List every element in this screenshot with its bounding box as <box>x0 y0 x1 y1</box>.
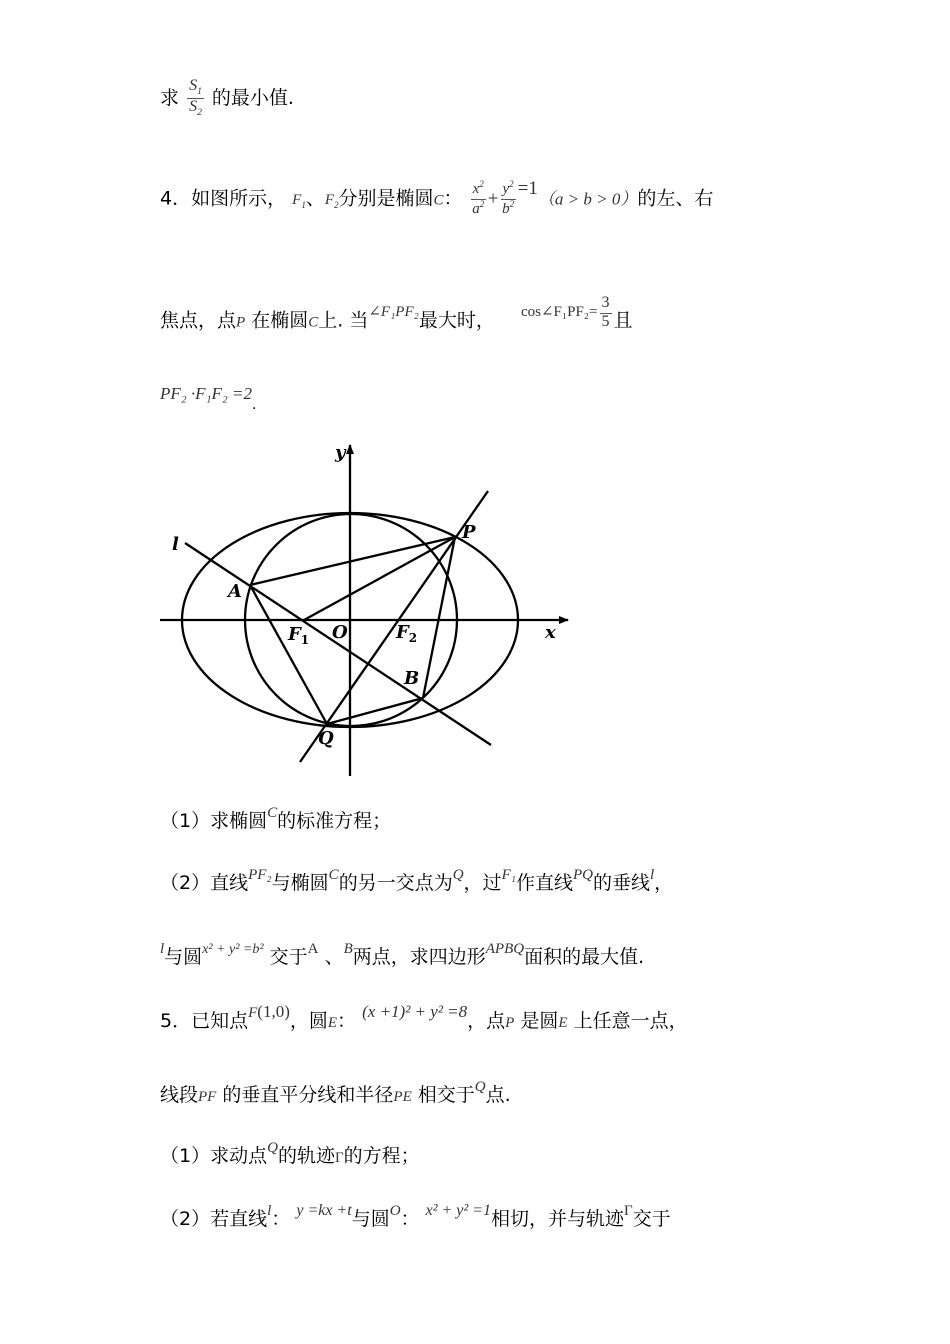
label-l: l <box>172 534 179 555</box>
problem4-part1: （1）求椭圆$^C$的标准方程； <box>160 805 392 832</box>
problem5-line2: 线段PF 的垂直平分线和半径PE 相交于$^Q$点. <box>160 1079 511 1106</box>
label-x: x <box>545 622 556 643</box>
focus-f2: $F_2$ <box>324 192 339 211</box>
ellipse-equation-x-term: $\frac{x^2}{a^2}$ <box>472 179 485 217</box>
angle-f1pf2: ∠F₁PF₂ <box>368 304 419 321</box>
problem4-line3: $PF_2 \cdot F_1F_2 =2_.$ <box>160 384 257 413</box>
problem4-line2: 焦点，点P 在椭圆C上. 当$^{\angle F_1PF_2}$最大时， $^{cos\angle F_1PF_2=}$ $\frac{3}{5}$ 且 <box>160 294 633 332</box>
cosine-value-fraction: $\frac{3}{5}$ <box>601 294 610 330</box>
carryover-prefix: 求 <box>160 86 180 109</box>
label-b: B <box>404 668 420 689</box>
label-y: y <box>335 442 346 463</box>
ellipse-name: C <box>433 192 444 209</box>
line-pq <box>300 491 488 762</box>
segment-ap <box>250 537 455 585</box>
cosine-expression: cos∠F₁PF₂ <box>520 304 590 321</box>
label-a: A <box>228 581 242 602</box>
segment-qa <box>250 585 327 724</box>
circle-e-equation: (x +1)² + y² =8 <box>362 1002 468 1021</box>
label-o: O <box>332 622 348 643</box>
problem5-part2: （2）若直线$^l$： $^{y =kx +t}$与圆$^O$： $^{x^2 + y^2 =1}$相切，并与轨迹$^\Gamma$交于 <box>160 1202 671 1230</box>
problem4-number: 4． <box>160 187 192 210</box>
ellipse-condition: （a > b > 0） <box>537 189 638 209</box>
segment-pf1 <box>304 537 455 620</box>
label-f2: $F_2$ <box>396 622 418 645</box>
label-f1: $F_1$ <box>288 624 310 647</box>
label-q: Q <box>318 728 334 749</box>
problem4-line1: 4．如图所示， $F_1$、$F_2$分别是椭圆C： $\frac{x^2}{a^2}$ + $\frac{y^2}{b^2}$ =1（a > b > 0）的左、右 <box>160 178 714 217</box>
problem4-part2-line2: $^l$与圆$^{x^2 + y^2 =b^2}$ 交于$^A$ 、$^B$两点，求四边形$^{APBQ}$面积的最大值. <box>160 941 645 968</box>
focus-f1: $F_1$ <box>292 192 306 211</box>
carryover-suffix: 的最小值. <box>211 86 294 109</box>
dot-product-condition: PF₂ ·F₁F₂ =2 <box>160 384 252 403</box>
ellipse-equation-y-term: $\frac{y^2}{b^2}$ <box>502 179 515 217</box>
problem4-part2-line1: （2）直线$^{PF_2}$与椭圆$^C$的另一交点为$^Q$，过$^{F_1}$作直线$^{PQ}$的垂线$^l$， <box>160 867 674 894</box>
label-p: P <box>462 522 476 543</box>
problem5-part1: （1）求动点$^Q$的轨迹Γ的方程； <box>160 1140 420 1167</box>
ellipse-equation-rhs: =1 <box>517 178 538 200</box>
s1-over-s2-fraction: $\frac{S_1}{S_2}$ <box>189 77 202 119</box>
problem5-line1: 5．已知点$^F$(1,0)，圆E： (x +1)² + y² =8，点P 是圆E 上任意一点， <box>160 1002 688 1032</box>
